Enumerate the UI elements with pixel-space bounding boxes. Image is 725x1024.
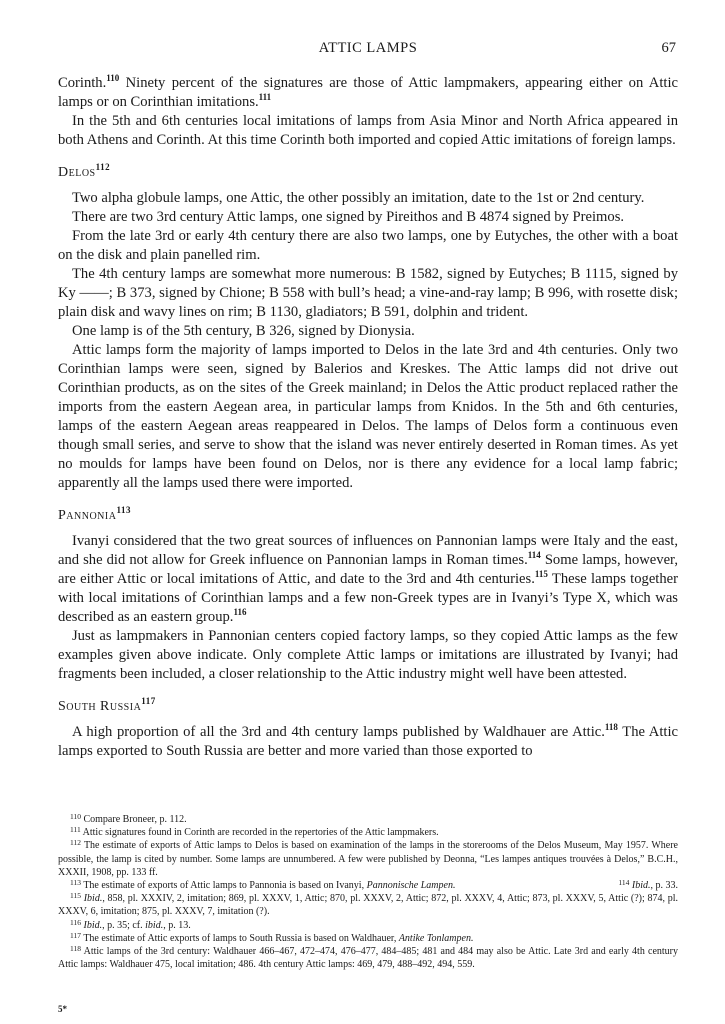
footnote-ref[interactable]: 111 [258,92,272,102]
signature-mark: 5* [58,1004,67,1014]
footnote-116: $^{116}$ Ibid., p. 35; cf. ibid., p. 13. [70,917,191,931]
footnote-112: $^{112}$ The estimate of exports of Attic lamps to Delos is based on examination of the lamps in the storerooms of the Delos Museum, May 1957. Where possible, the lamp is cited by number. Some lamps are unnumbered. A few were published by Deonna, “Les lampes antiques trouvées à Delos,” B.C.H., XXXII, 1908, pp. 133 ff. [58,838,678,878]
footnote-ref[interactable]: 113 [116,505,131,515]
footnote-row [58,879,678,892]
footnote-ref[interactable]: 117 [141,696,156,706]
paragraph: One lamp is of the 5th century, B 326, signed by Dionysia. [72,323,415,339]
footnote-115: $^{115}$ Ibid., 858, pl. XXXIV, 2, imitation; 869, pl. XXXV, 1, Attic; 870, pl. XXXV, 2, Attic; 872, pl. XXXV, 4, Attic; 873, pl. XXXV, 5, Attic (?); 874, pl. XXXV, 6, imitation; 875, pl. XXXV, 7, imitation (?). [58,891,678,918]
footnote-118: $^{118}$ Attic lamps of the 3rd century: Waldhauer 466–467, 472–474, 476–477, 484–485; 481 and 484 may also be Attic. Late 3rd and early 4th century Attic lamps: Waldhauer 475, local imitation; 486. 4th century Attic lamps: 469, 479, 488–492, 494, 559. [58,944,679,971]
footnote-113: $^{113}$ The estimate of exports of Attic lamps to Pannonia is based on Ivanyi, Pannonische Lampen. [70,878,456,892]
footnote-111: $^{111}$ Attic signatures found in Corinth are recorded in the repertories of the Attic lampmakers. [70,825,439,839]
footnote-ref[interactable]: 110 [106,73,120,83]
page-number: 67 [661,40,676,56]
main-text [58,74,678,761]
section-heading-south-russia: South Russia$^{117}$ [58,696,156,714]
paragraph: In the 5th and 6th centuries local imitations of lamps from Asia Minor and North Africa appeared in both Athens and Corinth. At this time Corinth both imported and copied Attic imitations of foreign lamps. [58,113,678,148]
paragraph: There are two 3rd century Attic lamps, one signed by Pireithos and B 4874 signed by Preimos. [72,209,625,225]
section-heading-delos: Delos$^{112}$ [58,162,111,180]
footnote-ref[interactable]: 114 [527,550,541,560]
footnote-ref[interactable]: 112 [95,162,111,172]
footnote-114: $^{114}$ Ibid., p. 33. [618,878,678,892]
paragraph: Just as lampmakers in Pannonian centers copied factory lamps, so they copied Attic lamps as the few examples given above indicate. Only complete Attic lamps or imitations are illustrated by Ivanyi; had fragments been included, a closer relationship to the Attic industry might well have been attested. [58,628,678,682]
paragraph: From the late 3rd or early 4th century there are also two lamps, one by Eutyches, the other with a boat on the disk and plain panelled rim. [58,228,678,263]
paragraph: Corinth.$^{110}$ Ninety percent of the signatures are those of Attic lampmakers, appearing either on Attic lamps or on Corinthian imitations.$^{111}$ [58,73,678,110]
footnote-117: $^{117}$ The estimate of Attic exports of lamps to South Russia is based on Waldhauer, Antike Tonlampen. [70,930,474,944]
footnote-ref[interactable]: 118 [604,722,618,732]
paragraph: Two alpha globule lamps, one Attic, the other possibly an imitation, date to the 1st or 2nd century. [72,190,645,206]
section-heading-pannonia: Pannonia$^{113}$ [58,505,131,523]
paragraph: Attic lamps form the majority of lamps imported to Delos in the late 3rd and 4th centuries. Only two Corinthian lamps were seen, signed by Balerios and Kreskes. The Attic lamps did not drive out Corinthian products, as on the sites of the Greek mainland; in Delos the Attic product replaced rather the imports from the eastern Aegean area, in particular lamps from Knidos. In the 5th and 6th centuries, lamps of the eastern Aegean areas reappeared in Delos. The lamps of Delos form a continuous even though small series, and serve to show that the island was never entirely deserted in Roman times. As yet no moulds for lamps have been found on Delos, nor is there any evidence for a local lamp fabric; apparently all the lamps used there were imported. [58,342,678,491]
footnotes [58,813,678,971]
paragraph: Ivanyi considered that the two great sources of influences on Pannonian lamps were Italy and the east, and she did not allow for Greek influence on Pannonian lamps in Roman times.$^{114}$ Some lamps, however, are either Attic or local imitations of Attic, and date to the 3rd and 4th centuries.$^{115}$ These lamps together with local imitations of Corinthian lamps and a few non-Greek types are in Ivanyi’s Type X, which was described as an eastern group.$^{116}$ [58,533,678,625]
footnote-ref[interactable]: 115 [534,569,548,579]
running-title: ATTIC LAMPS [318,40,418,56]
footnote-ref[interactable]: 116 [233,607,247,617]
footnote-110: $^{110}$ Compare Broneer, p. 112. [70,812,187,825]
paragraph: A high proportion of all the 3rd and 4th century lamps published by Waldhauer are Attic.$^{118}$ The Attic lamps exported to South Russia are better and more varied than those exported to [58,722,678,759]
running-head [58,40,678,60]
paragraph: The 4th century lamps are somewhat more numerous: B 1582, signed by Eutyches; B 1115, signed by Ky ——; B 373, signed by Chione; B 558 with bull’s head; a vine-and-ray lamp; B 996, with rosette disk; plain disk and wavy lines on rim; B 1130, gladiators; B 591, dolphin and trident. [58,266,678,320]
